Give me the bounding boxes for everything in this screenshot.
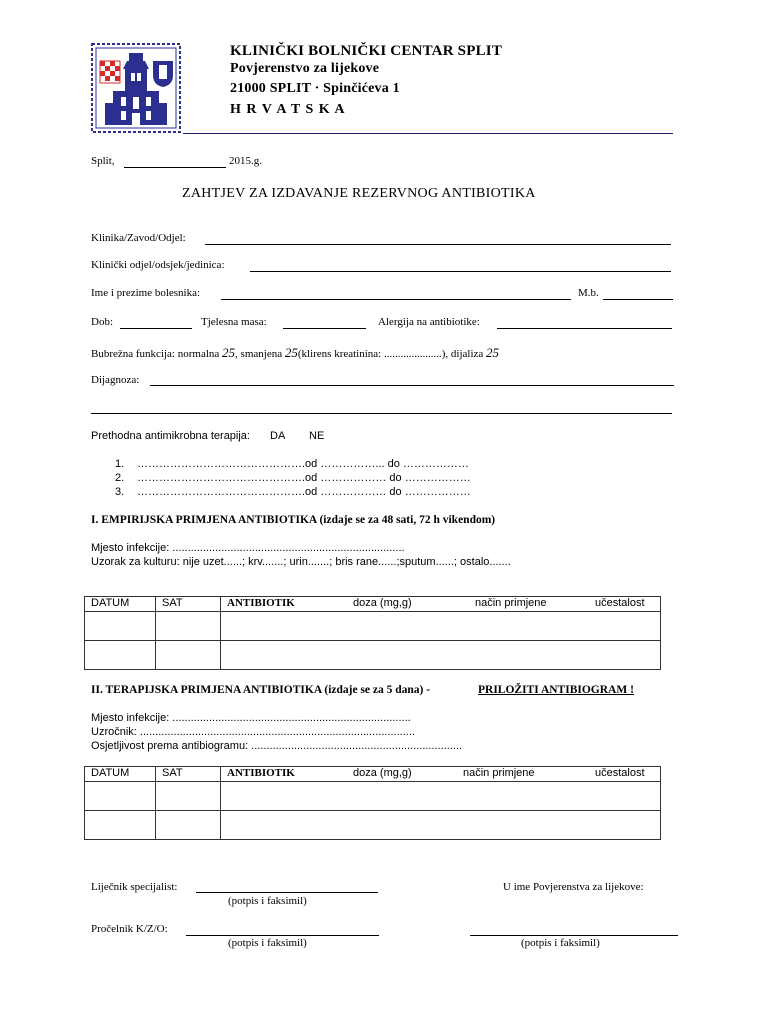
- committee-signature-field[interactable]: [470, 935, 678, 936]
- age-label: Dob:: [91, 316, 113, 328]
- weight-field[interactable]: [283, 328, 366, 329]
- committee-name: Povjerenstvo za lijekove: [230, 61, 380, 76]
- therapy-item: [115, 458, 471, 472]
- table-cell[interactable]: [85, 641, 156, 670]
- table-row: [85, 641, 661, 670]
- table-header-row: [85, 597, 661, 612]
- mb-label: M.b.: [578, 287, 599, 299]
- diagnosis-field[interactable]: [150, 385, 674, 386]
- table-row: [85, 782, 661, 811]
- therapy-item-text[interactable]: ……………………………………….od ……………… do ………………: [137, 472, 471, 484]
- col-datum: DATUM: [85, 767, 156, 782]
- therapy-item-num: 1.: [115, 458, 125, 470]
- section2-pathogen[interactable]: Uzročnik: ..........................................................................................: [91, 726, 415, 738]
- diagnosis-label: Dijagnoza:: [91, 374, 140, 386]
- therapy-item-num: 2.: [115, 472, 125, 484]
- committee-signature-caption: (potpis i faksimil): [521, 937, 600, 949]
- table-cell[interactable]: [85, 782, 156, 811]
- col-antibiotik: ANTIBIOTIK: [227, 597, 295, 609]
- checkerboard-shield-icon: [100, 61, 120, 83]
- table-cell[interactable]: [156, 782, 221, 811]
- odjel-field[interactable]: [250, 271, 671, 272]
- table-cell[interactable]: [156, 641, 221, 670]
- therapy-item: [115, 472, 471, 486]
- org-name: KLINIČKI BOLNIČKI CENTAR SPLIT: [230, 43, 503, 59]
- patient-name-field[interactable]: [221, 299, 571, 300]
- col-sat: SAT: [156, 767, 221, 782]
- section1-culture-sample[interactable]: Uzorak za kulturu: nije uzet......; krv.......; urin.......; bris rane......;sputum......; ostalo.......: [91, 556, 511, 568]
- therapy-item-text[interactable]: ……………………………………….od ……………… do ………………: [137, 486, 471, 498]
- odjel-label: Klinički odjel/odsjek/jedinica:: [91, 259, 225, 271]
- table-row: [85, 811, 661, 840]
- section2-sensitivity[interactable]: Osjetljivost prema antibiogramu: .....................................................................: [91, 740, 463, 752]
- table-cell[interactable]: [85, 811, 156, 840]
- renal-normal-label: Bubrežna funkcija: normalna: [91, 348, 220, 360]
- table-cell[interactable]: [221, 612, 661, 641]
- age-field[interactable]: [120, 328, 192, 329]
- dialysis-checkbox[interactable]: 25: [486, 345, 500, 360]
- country: H R V A T S K A: [230, 102, 346, 117]
- col-doza: doza (mg,g): [353, 767, 412, 779]
- klinika-field[interactable]: [205, 244, 671, 245]
- table-cell[interactable]: [156, 612, 221, 641]
- col-datum: DATUM: [85, 597, 156, 612]
- table-cell[interactable]: [85, 612, 156, 641]
- renal-function-label: [91, 345, 499, 361]
- diagnosis-field-2[interactable]: [91, 413, 672, 414]
- section1-table: [84, 596, 661, 670]
- patient-name-label: Ime i prezime bolesnika:: [91, 287, 201, 299]
- table-header-row: [85, 767, 661, 782]
- renal-reduced-label: , smanjena: [235, 348, 283, 360]
- table-cell[interactable]: [221, 782, 661, 811]
- therapy-item-text[interactable]: ……………………………………….od ……………... do ………………: [137, 458, 469, 470]
- prior-therapy-yes[interactable]: DA: [270, 430, 286, 442]
- col-antibiotik: ANTIBIOTIK: [227, 767, 295, 779]
- section1-title: I. EMPIRIJSKA PRIMJENA ANTIBIOTIKA (izdaje se za 48 sati, 72 h vikendom): [91, 514, 496, 526]
- renal-normal-checkbox[interactable]: 25: [222, 345, 236, 360]
- header-rule: [183, 133, 673, 134]
- form-title: ZAHTJEV ZA IZDAVANJE REZERVNOG ANTIBIOTIKA: [182, 186, 536, 201]
- col-nacin: način primjene: [475, 597, 547, 609]
- date-year: 2015.g.: [229, 155, 262, 167]
- city-shield-icon: [153, 61, 173, 87]
- table-cell[interactable]: [156, 811, 221, 840]
- renal-reduced-checkbox[interactable]: 25: [284, 345, 298, 360]
- specialist-signature-caption: (potpis i faksimil): [228, 895, 307, 907]
- allergy-field[interactable]: [497, 328, 672, 329]
- hospital-logo: [91, 43, 181, 133]
- attach-antibiogram-note: PRILOŽITI ANTIBIOGRAM !: [478, 684, 634, 696]
- table-cell[interactable]: [221, 641, 661, 670]
- col-rest: [221, 767, 661, 782]
- specialist-label: Liječnik specijalist:: [91, 881, 178, 893]
- col-sat: SAT: [156, 597, 221, 612]
- col-ucestalost: učestalost: [595, 767, 645, 779]
- committee-label: U ime Povjerenstva za lijekove:: [503, 881, 644, 893]
- weight-label: Tjelesna masa:: [201, 316, 267, 328]
- section2-title: II. TERAPIJSKA PRIMJENA ANTIBIOTIKA (izdaje se za 5 dana) -: [91, 684, 431, 696]
- col-ucestalost: učestalost: [595, 597, 645, 609]
- therapy-item: [115, 486, 471, 500]
- head-of-dept-label: Pročelnik K/Z/O:: [91, 923, 168, 935]
- section1-infection-site[interactable]: Mjesto infekcije: ............................................................................: [91, 542, 405, 554]
- section2-table: [84, 766, 661, 840]
- col-rest: [221, 597, 661, 612]
- table-cell[interactable]: [221, 811, 661, 840]
- head-signature-caption: (potpis i faksimil): [228, 937, 307, 949]
- address: 21000 SPLIT · Spinčićeva 1: [230, 81, 400, 96]
- head-of-dept-signature-field[interactable]: [186, 935, 379, 936]
- allergy-label: Alergija na antibiotike:: [378, 316, 480, 328]
- specialist-signature-field[interactable]: [196, 892, 378, 893]
- date-field[interactable]: [124, 167, 226, 168]
- table-row: [85, 612, 661, 641]
- prior-therapy-label: Prethodna antimikrobna terapija:: [91, 430, 250, 442]
- section2-infection-site[interactable]: Mjesto infekcije: ..............................................................................: [91, 712, 411, 724]
- prior-therapy-no[interactable]: NE: [309, 430, 325, 442]
- col-doza: doza (mg,g): [353, 597, 412, 609]
- creatinine-clearance-label: (klirens kreatinina: .....................), dijaliza: [297, 348, 484, 360]
- date-city: Split,: [91, 155, 115, 167]
- therapy-item-num: 3.: [115, 486, 125, 498]
- klinika-label: Klinika/Zavod/Odjel:: [91, 232, 186, 244]
- mb-field[interactable]: [603, 299, 673, 300]
- col-nacin: način primjene: [463, 767, 535, 779]
- therapy-list: [115, 458, 471, 500]
